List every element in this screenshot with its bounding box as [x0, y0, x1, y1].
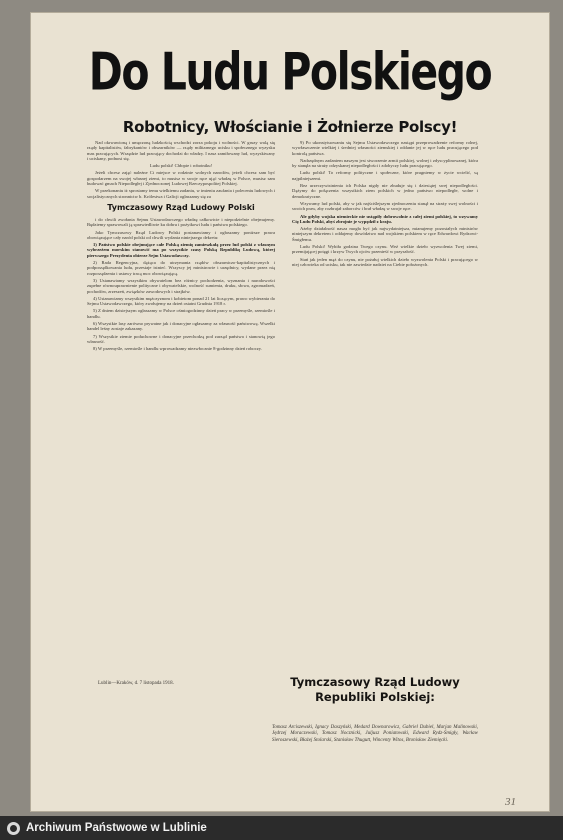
body-paragraph: Wzywamy lud polski, aby w jak najściślejszym zjednoczeniu stanął na straży swej wolności i swoich praw, aby rozbrajał zaborców i brał władzę w swoje ręce.: [292, 200, 478, 212]
date-place: Lublin—Kraków, d. 7 listopada 1918.: [98, 681, 174, 686]
decree-item: 3) Ustanawiamy wszystkim obywatelom bez różnicy pochodzenia, wyznania i narodowości zupełne równouprawnienie polityczne i obywatelskie, wolność sumienia, druku, słowa, zgromadzeń, pochodów, zrzeszeń, związków zawodowych i strajków.: [87, 277, 275, 294]
section-paragraph: Jako Tymczasowy Rząd Ludowy Polski postanawiamy i ogłaszamy poniższe prawa obowiązujące cały naród polski od chwili wydania niniejszego dekretu:: [87, 229, 275, 240]
archive-logo-icon: [7, 822, 20, 835]
decree-item: 4) Ustanawiamy wszystkim mężczyznom i kobietom ponad 21 lat liczącym, prawo wybierania do Sejmu Ustawodawczego, który zwołujemy na dzień ostatni Grudnia 1918 r.: [87, 295, 275, 307]
left-column: [87, 140, 275, 640]
body-paragraph: Nadrzędnym zadaniem naszym jest stworzenie armii polskiej, wolnej i zdyscyplinowanej, która by stanęła na straży odzyskanej niepodległości i zdobyczy ludu pracującego.: [292, 157, 478, 169]
catalog-mark: 31: [505, 796, 516, 808]
decree-item: 2) Rada Regencyjna, dążąca do utrzymania rządów obszarniczo-kapitalistycznych i podporządkowania ludu, przestaje istnieć. Wszyscy jej ministrowie i urzędnicy, wydane przez nią rozporządzenia i ustawy tracą moc obowiązującą.: [87, 260, 275, 276]
bold-appeal: Ale gdyby wojska niemieckie nie ustąpiły dobrowolnie z całej ziemi polskiej, to wzywamy Cię Ludu Polski, abyś zbrojnie je wypędził z kraju.: [292, 213, 478, 224]
right-column: [292, 140, 478, 540]
archive-name: Archiwum Państwowe w Lublinie: [26, 822, 207, 834]
body-paragraph: 9) Po ukonstytuowaniu się Sejmu Ustawodawczego nastąpi przeprowadzenie reformy rolnej, wywłaszczenie wielkiej i średniej własności ziemskiej i oddanie jej w ręce ludu pracującego pod kontrolą państwa.: [292, 140, 478, 156]
intro-paragraph: Nad okrwawioną i umęczoną ludzkością wschodzi zorza pokoju i wolności. W gruzy walą się rządy kapitalistów, fabrykantów i obszarników — rządy militarnego ucisku i społecznego wyzysku mas pracujących. Wszędzie lud pracujący dochodzi do władzy. I nasz zamiłowany lud, wyzyskiwany i uciskany, podnosi się.: [87, 140, 275, 161]
body-paragraph: Ludu polski! To reformy polityczne i społeczne, które pragniemy w życie wcielić, są najpilniejszemi.: [292, 170, 478, 181]
body-paragraph: Stań jak jeden mąż do czynu, nie pożałuj wielkich dzieło wyzwolenia Polski i pracującego w niej człowieka od ucisku, tak nie zawiedzie nadziei na Ciebie położonych.: [292, 256, 478, 267]
intro-paragraph: W przekonaniu iż sprostamy temu wielkiemu zadaniu, w imieniu zaufania i poleceniu ludowych i socjalistycznych stronnictw b. Królestwa i Galicji ogłaszamy się za: [87, 188, 275, 199]
signature-heading: Tymczasowy Rząd Ludowy Republiki Polskiej:: [290, 675, 460, 704]
decree-item: 7) Wszystkie ziemie poduchowne i donacyjne przechodzą pod zarząd państwa i stanowią jego własność.: [87, 333, 275, 344]
intro-appeal: Ludu polski! Chłopie i robotniku!: [149, 163, 213, 169]
decree-item: 1) Państwo polskie obejmujące całe Polską ziemię zamieszkałą przez lud polski z własnym wybrzeżem morskim stanowić ma po wszystkie czasy Polską Republikę Ludową, której pierwszego Prezydenta obierze Sejm Ustawodawczy.: [87, 242, 275, 258]
decree-item: 8) W przemyśle, rzemiośle i handlu wprowadzamy niezwłocznie 8-godzinny dzień roboczy.: [93, 346, 262, 352]
section-paragraph: i do chwili zwołania Sejmu Ustawodawczego władzę całkowicie i niepodzielnie obejmujemy. Będziemy sprawowali ją sprawiedliwie ku dobru i pożytkowi ludu i państwa polskiego.: [87, 216, 275, 228]
body-paragraph: Bez urzeczywistnienia ich Polska nigdy nie zbuduje się i dziesiątej swej niepodległości. Dążymy do połączenia wszystkich ziem polskich w jedno państwo niepodległe, wolne i demokratyczne.: [292, 183, 478, 199]
decree-item: 5) Z dniem dzisiejszym ogłaszamy w Polsce ośmiogodzinny dzień pracy w przemyśle, rzemiośle i handlu.: [87, 308, 275, 319]
poster-title: Do Ludu Polskiego: [88, 42, 492, 102]
intro-paragraph: Jeżeli chcesz zająć należne Ci miejsce w rodzinie wolnych narodów, jeżeli chcesz sam być gospodarzem na swojej własnej ziemi, to musisz w swoje ręce ująć władzę w Polsce, musisz sam budować gmach Niepodległej i Zjednoczonej Ludowej Rzeczypospolitej Polskiej.: [87, 170, 275, 187]
body-paragraph: Ażeby działalność nasza mogła być jak najwydatniejsza, mianujemy pozostałych ministrów niniejszym dekretem i oddajemy dowództwo nad wojskiem polskiem w ręce Edwardowi Rydzowi-Śmigłemu.: [292, 226, 478, 242]
body-paragraph: Ludu Polski! Wybiła godzina Twego czynu. Weź wielkie dzieło wyzwolenia Twej ziemi, przemijającej potęgi i krzyw Twych ojców przenieść w przyszłość.: [292, 244, 478, 255]
archive-footer: [0, 816, 563, 840]
decree-item: 6) Wszystkie lasy zarówno prywatne jak i donacyjne ogłaszamy za własność państwową. Wszelki handel leśny zostaje zakazany.: [87, 321, 275, 332]
poster-subtitle: Robotnicy, Włościanie i Żołnierze Polscy!: [122, 118, 458, 136]
section-heading: Tymczasowy Rząd Ludowy Polski: [107, 202, 255, 212]
signatories-list: Tomasz Arciszewski, Ignacy Daszyński, Medard Downarowicz, Gabriel Dubiel, Marjan Malinowski, Jędrzej Moraczewski, Tomasz Nocznicki, Juljusz Poniatowski, Edward Rydz-Śmigły, Wacław Sieroszewski, Błażej Stolarski, Stanisław Thugutt, Wincenty Witos, Bronisław Ziemięcki.: [272, 725, 478, 743]
